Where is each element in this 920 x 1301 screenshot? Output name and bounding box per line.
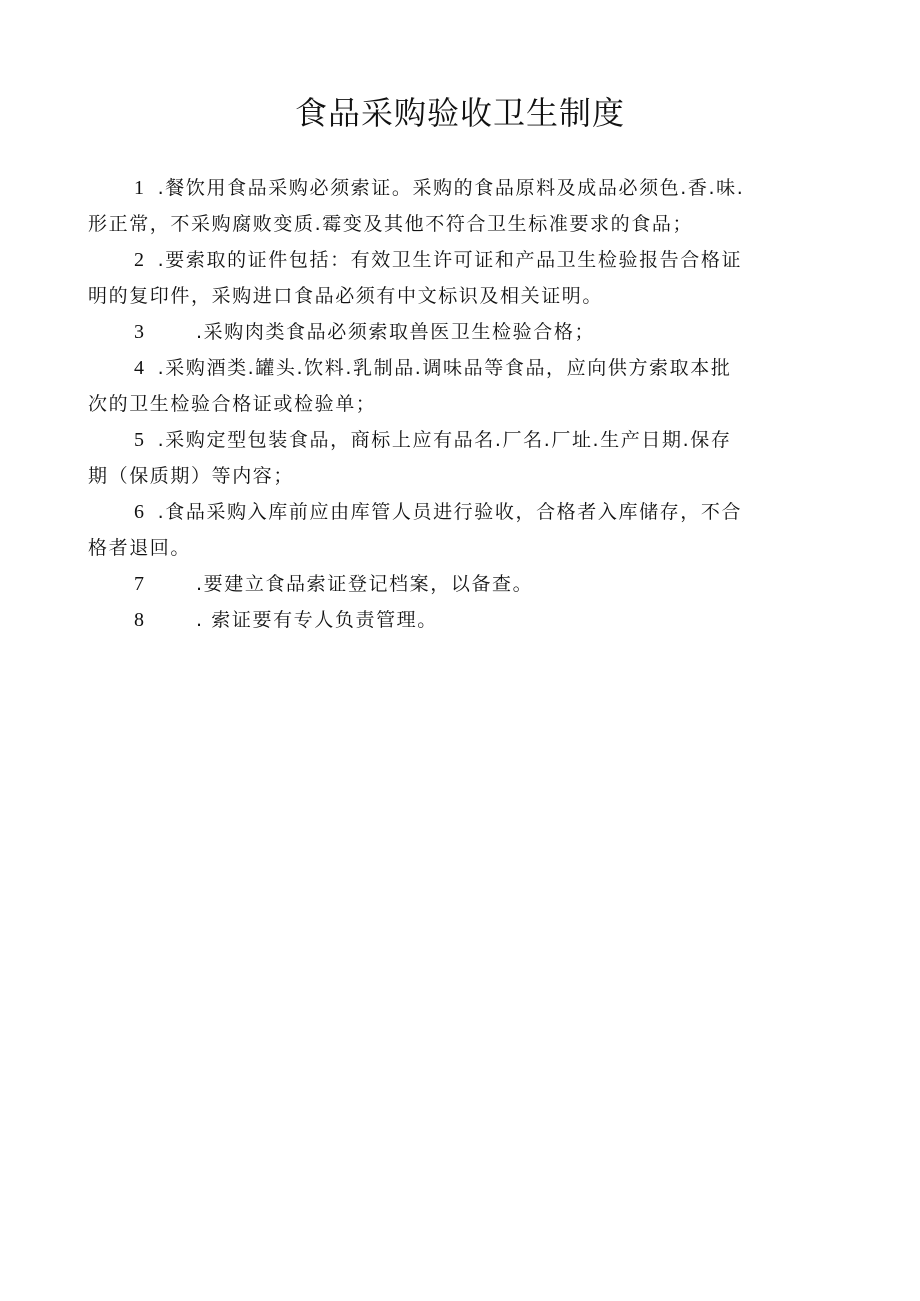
- item-1-line-1: [88, 170, 820, 206]
- item-5-text: .采购定型包装食品，商标上应有品名.厂名.厂址.生产日期.保存: [150, 429, 732, 451]
- item-6-line-1: [88, 494, 820, 530]
- item-4-line-2: 次的卫生检验合格证或检验单；: [88, 393, 377, 415]
- page-title: 食品采购验收卫生制度: [294, 94, 625, 132]
- item-2-text: .要索取的证件包括：有效卫生许可证和产品卫生检验报告合格证: [150, 249, 743, 271]
- item-1-number: 1: [134, 177, 144, 199]
- item-1-line-2: 形正常，不采购腐败变质.霉变及其他不符合卫生标准要求的食品；: [88, 213, 694, 235]
- item-2-number: 2: [134, 249, 144, 271]
- item-7-number: 7: [134, 573, 144, 595]
- item-7-text: .要建立食品索证登记档案，以备查。: [196, 573, 534, 595]
- item-3-line-1: [88, 314, 820, 350]
- item-8-text: . 索证要有专人负责管理。: [196, 609, 438, 631]
- item-4-line-1: [88, 350, 820, 386]
- item-5-number: 5: [134, 429, 144, 451]
- item-5-line-2: 期（保质期）等内容；: [88, 465, 295, 487]
- item-3-number: 3: [134, 321, 144, 343]
- item-1-text: .餐饮用食品采购必须索证。采购的食品原料及成品必须色.香.味.: [150, 177, 745, 199]
- item-8-number: 8: [134, 609, 144, 631]
- item-6-number: 6: [134, 501, 144, 523]
- item-4-number: 4: [134, 357, 144, 379]
- item-2-line-1: [88, 242, 820, 278]
- item-4-text: .采购酒类.罐头.饮料.乳制品.调味品等食品，应向供方索取本批: [150, 357, 732, 379]
- item-6-text: .食品采购入库前应由库管人员进行验收，合格者入库储存，不合: [150, 501, 743, 523]
- document-body: [88, 170, 820, 638]
- item-2-line-2: 明的复印件，采购进口食品必须有中文标识及相关证明。: [88, 285, 604, 307]
- item-5-line-1: [88, 422, 820, 458]
- item-6-line-2: 格者退回。: [88, 537, 192, 559]
- item-7-line-1: [88, 566, 820, 602]
- item-3-text: .采购肉类食品必须索取兽医卫生检验合格；: [196, 321, 596, 343]
- item-8-line-1: [88, 602, 820, 638]
